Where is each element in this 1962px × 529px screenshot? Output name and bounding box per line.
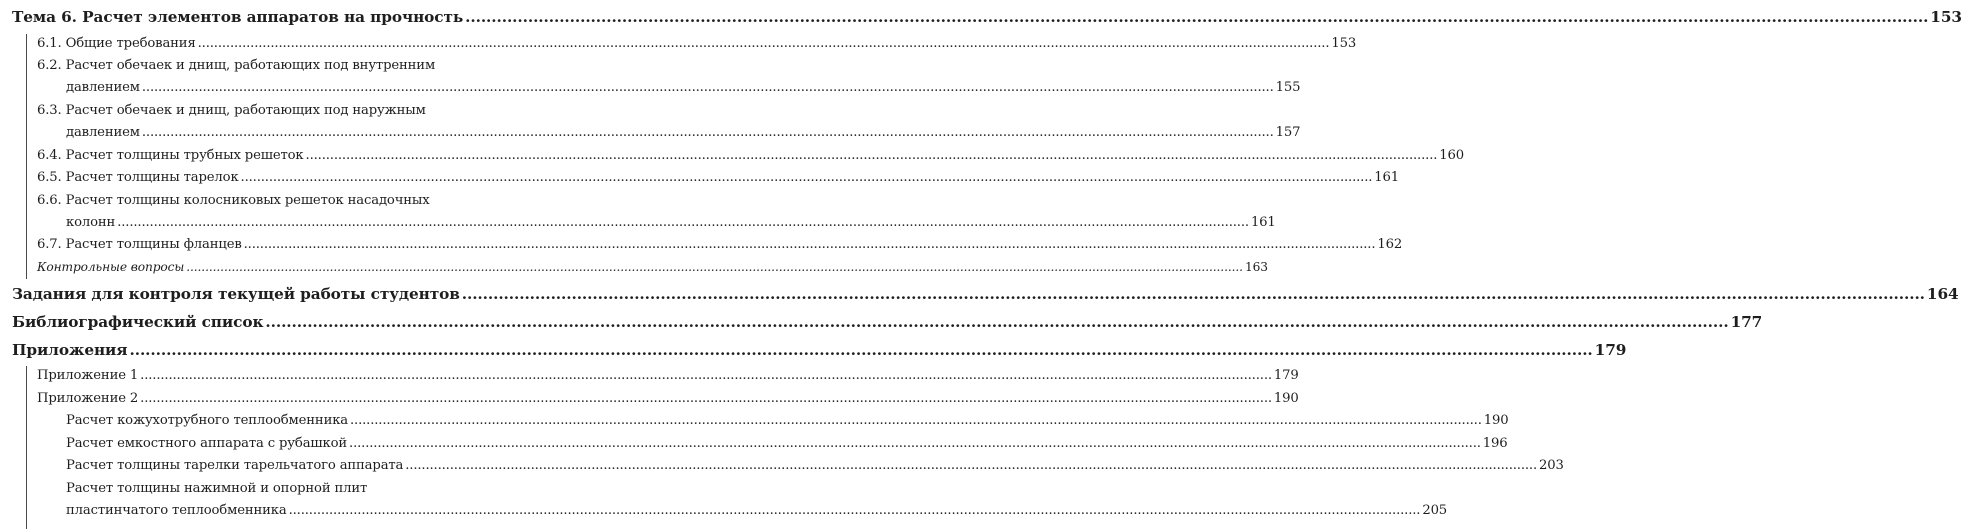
toc-leader [198, 36, 1330, 51]
toc-leader [186, 260, 1243, 274]
toc-page: 177 [1730, 313, 1763, 331]
toc-title: 6.4. Расчет толщины трубных решеток [37, 148, 304, 163]
toc-leader [265, 313, 1728, 331]
toc-entry-biblio[interactable] [12, 313, 1763, 331]
toc-page: 190 [1273, 391, 1299, 406]
toc-title: колонн [66, 215, 116, 230]
toc-leader [289, 503, 1421, 518]
toc-page: 190 [1483, 413, 1509, 428]
toc-page: 157 [1275, 125, 1301, 140]
toc-page: 164 [1926, 285, 1959, 303]
toc-entry-6-7[interactable] [37, 237, 1403, 252]
toc-entry-6-6-line1[interactable]: 6.6. Расчет толщины колосниковых решеток насадочных [37, 193, 430, 208]
toc-leader [241, 170, 1373, 185]
toc-leader [140, 368, 1272, 383]
toc-leader [142, 80, 1274, 95]
toc-title: Расчет емкостного аппарата с рубашкой [66, 436, 348, 451]
toc-page: 179 [1273, 368, 1299, 383]
toc-page: 161 [1374, 170, 1400, 185]
toc-entry-app1[interactable] [37, 368, 1299, 383]
toc-leader [140, 391, 1272, 406]
toc-leader [462, 285, 1925, 303]
toc-page: 155 [1275, 80, 1301, 95]
toc-page: 163 [1244, 260, 1268, 274]
toc-entry-6-2[interactable] [66, 80, 1301, 95]
toc-title: давлением [66, 80, 140, 95]
toc-title: 6.5. Расчет толщины тарелок [37, 170, 239, 185]
toc-entry-6-3[interactable] [66, 125, 1301, 140]
toc-title: давлением [66, 125, 140, 140]
section-rule-appendices [26, 366, 27, 529]
toc-entry-questions[interactable] [37, 260, 1268, 274]
toc-entry-6-1[interactable] [37, 36, 1357, 51]
toc-leader [244, 237, 1376, 252]
toc-page: 162 [1377, 237, 1403, 252]
toc-entry-app2-4-line1[interactable]: Расчет толщины нажимной и опорной плит [66, 481, 368, 496]
toc-title: Библиографический список [12, 313, 264, 331]
toc-leader [350, 413, 1482, 428]
toc-leader [306, 148, 1438, 163]
toc-page: 160 [1439, 148, 1465, 163]
toc-leader [117, 215, 1249, 230]
toc-leader [130, 341, 1593, 359]
toc-entry-6-3-line1[interactable]: 6.3. Расчет обечаек и днищ, работающих под наружным [37, 103, 426, 118]
toc-title: Тема 6. Расчет элементов аппаратов на прочность [12, 8, 464, 26]
toc-page: 205 [1422, 503, 1448, 518]
toc-entry-6-6[interactable] [66, 215, 1276, 230]
toc-title: Приложение 2 [37, 391, 139, 406]
toc-entry-tasks[interactable] [12, 285, 1959, 303]
toc-title: Приложения [12, 341, 128, 359]
toc-page: 179 [1594, 341, 1627, 359]
toc-leader [405, 458, 1537, 473]
toc-entry-app2[interactable] [37, 391, 1299, 406]
toc-title: Задания для контроля текущей работы студентов [12, 285, 460, 303]
toc-page: 203 [1539, 458, 1564, 473]
toc-page: 153 [1930, 8, 1962, 26]
toc-entry-topic6[interactable] [12, 8, 1962, 26]
toc-page: 196 [1482, 436, 1508, 451]
toc-entry-6-5[interactable] [37, 170, 1400, 185]
section-rule-topic6 [26, 34, 27, 279]
toc-title: Приложение 1 [37, 368, 139, 383]
toc-title: Расчет кожухотрубного теплообменника [66, 413, 349, 428]
toc-leader [465, 8, 1928, 26]
toc-entry-app2-3[interactable] [66, 458, 1564, 473]
toc-entry-6-4[interactable] [37, 148, 1465, 163]
toc-title: 6.1. Общие требования [37, 36, 196, 51]
toc-leader [142, 125, 1274, 140]
toc-entry-app2-4[interactable] [66, 503, 1448, 518]
toc-title: 6.7. Расчет толщины фланцев [37, 237, 242, 252]
toc-page: 153 [1331, 36, 1357, 51]
toc-page: 161 [1250, 215, 1276, 230]
toc-entry-appendices[interactable] [12, 341, 1627, 359]
toc-leader [349, 436, 1481, 451]
toc-entry-app2-1[interactable] [66, 413, 1509, 428]
toc-entry-app2-2[interactable] [66, 436, 1508, 451]
toc-title: Расчет толщины тарелки тарельчатого аппарата [66, 458, 404, 473]
toc-entry-6-2-line1[interactable]: 6.2. Расчет обечаек и днищ, работающих под внутренним [37, 58, 436, 73]
toc-title: пластинчатого теплообменника [66, 503, 287, 518]
toc-title: Контрольные вопросы [37, 260, 185, 274]
